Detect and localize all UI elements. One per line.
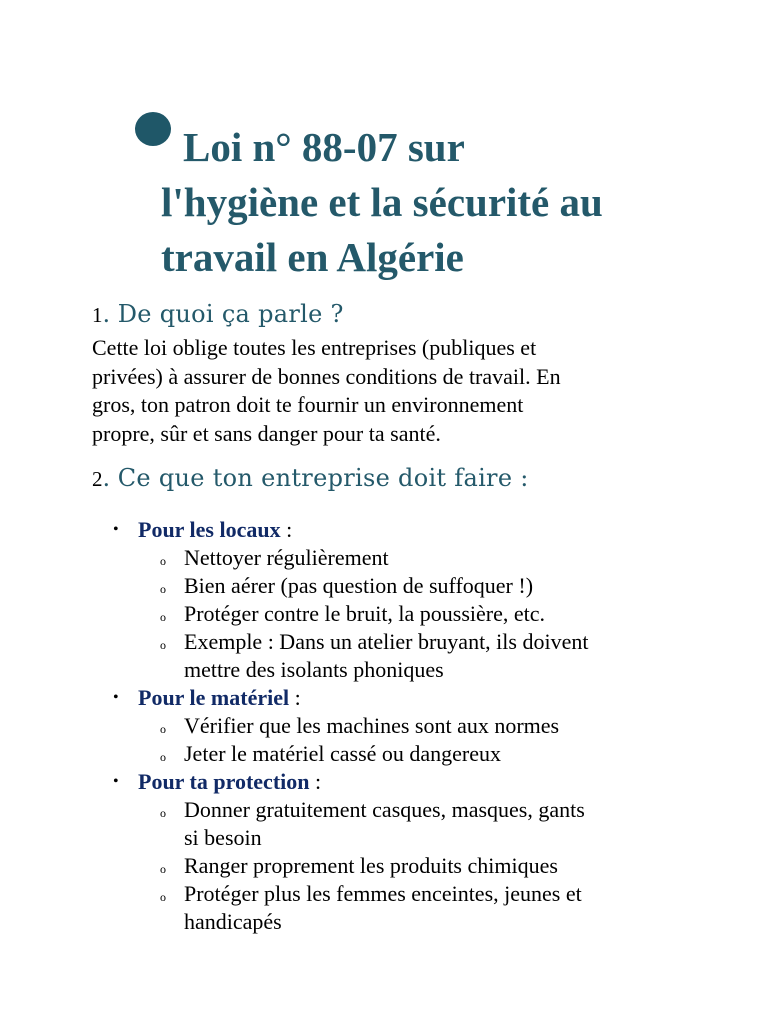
sub-list-item-text: si besoin — [184, 825, 262, 850]
circle-bullet-icon: o — [160, 610, 166, 624]
page-title — [161, 120, 721, 285]
sub-list-item-text: Vérifier que les machines sont aux normes — [184, 713, 560, 738]
obligations-list — [0, 516, 768, 936]
bullet-icon: • — [113, 689, 119, 706]
circle-bullet-icon: o — [160, 890, 166, 904]
sub-list-item-text: Protéger contre le bruit, la poussière, etc. — [184, 601, 546, 626]
section-heading-1 — [92, 300, 344, 329]
sub-list-item — [0, 572, 684, 600]
sub-list-item — [0, 852, 684, 880]
sub-list-item-text: Protéger plus les femmes enceintes, jeunes et — [184, 881, 582, 906]
sub-list-item-text: handicapés — [184, 909, 282, 934]
paragraph-line: propre, sûr et sans danger pour ta santé. — [92, 420, 441, 446]
section-number: 2 — [92, 467, 103, 491]
list-item-label-suffix: : — [280, 517, 293, 542]
section-number-dot: . — [102, 300, 118, 328]
page-title-line: travail en Algérie — [161, 234, 464, 280]
page-title-line: Loi n° 88-07 sur — [183, 124, 465, 170]
sub-list-item-text: Jeter le matériel cassé ou dangereux — [184, 741, 502, 766]
circle-bullet-icon: o — [160, 722, 166, 736]
section-number: 1 — [92, 303, 103, 327]
sub-list-item-text: Bien aérer (pas question de suffoquer !) — [184, 573, 534, 598]
sub-list-item — [0, 796, 684, 852]
bullet-icon: • — [113, 773, 119, 790]
circle-bullet-icon: o — [160, 638, 166, 652]
sub-list-item — [0, 712, 684, 740]
circle-bullet-icon: o — [160, 582, 166, 596]
list-item-label-suffix: : — [289, 685, 301, 710]
list-item-label — [138, 516, 292, 544]
sub-list-item — [0, 880, 684, 936]
circle-bullet-icon: o — [160, 554, 166, 568]
list-item — [0, 516, 768, 684]
sub-list-item — [0, 628, 684, 684]
list-item — [0, 768, 768, 936]
sub-list-item — [0, 600, 684, 628]
list-item — [0, 684, 768, 768]
section-1-paragraph — [92, 334, 692, 448]
sub-list — [0, 796, 768, 936]
list-item-label-bold: Pour ta protection — [138, 769, 310, 794]
circle-bullet-icon: o — [160, 862, 166, 876]
list-item-label-suffix: : — [309, 769, 322, 794]
sub-list-item-text: Exemple : Dans un atelier bruyant, ils doivent — [184, 629, 589, 654]
list-item-label — [138, 684, 301, 712]
paragraph-line: privées) à assurer de bonnes conditions de travail. En — [92, 363, 561, 389]
list-item-label — [138, 768, 321, 796]
sub-list-item — [0, 740, 684, 768]
sub-list-item-text: Nettoyer régulièrement — [184, 545, 389, 570]
section-heading-2 — [92, 464, 529, 493]
section-heading-text: De quoi ça parle ? — [117, 300, 344, 328]
list-item-label-bold: Pour le matériel — [138, 685, 290, 710]
section-number-dot: . — [102, 464, 118, 492]
sub-list — [0, 712, 768, 768]
sub-list-item — [0, 544, 684, 572]
sub-list-item-text: Ranger proprement les produits chimiques — [184, 853, 558, 878]
section-heading-text: Ce que ton entreprise doit faire : — [117, 464, 529, 492]
circle-bullet-icon: o — [160, 750, 166, 764]
sub-list-item-text: mettre des isolants phoniques — [184, 657, 444, 682]
paragraph-line: gros, ton patron doit te fournir un environnement — [92, 392, 524, 417]
list-item-label-bold: Pour les locaux — [138, 517, 281, 542]
bullet-icon: • — [113, 521, 119, 538]
sub-list-item-text: Donner gratuitement casques, masques, gants — [184, 797, 585, 822]
circle-bullet-icon: o — [160, 806, 166, 820]
page-title-line: l'hygiène et la sécurité au — [161, 179, 603, 225]
sub-list — [0, 544, 768, 684]
paragraph-line: Cette loi oblige toutes les entreprises (publiques et — [92, 335, 537, 360]
